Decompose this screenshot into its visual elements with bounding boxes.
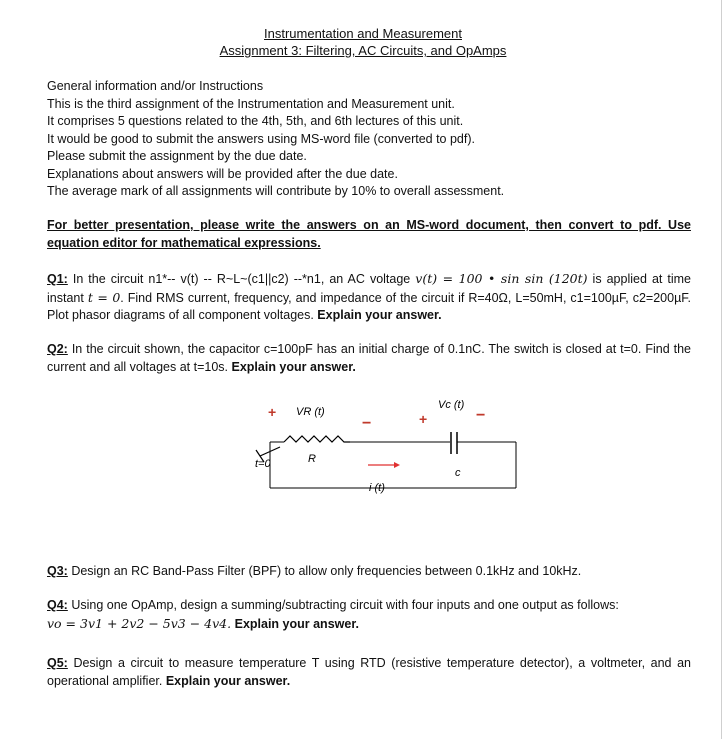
vr-plus-sign: + <box>268 404 277 420</box>
q1-time-equation: t = 0 <box>87 289 121 305</box>
instructions-block <box>47 78 504 201</box>
q1-text-c: . Find RMS current, frequency, and impedance of the circuit if R=40Ω, L=50mH, c1=100µF, c2=200µF. Plot phasor diagrams of all component voltages. <box>47 290 691 322</box>
q5-text: Design a circuit to measure temperature T using RTD (resistive temperature detector), a voltmeter, and an operational amplifier. <box>47 656 691 688</box>
explain-text: Explain your answer. <box>231 359 356 374</box>
doc-subtitle: Assignment 3: Filtering, AC Circuits, and OpAmps <box>219 43 507 58</box>
info-line: Explanations about answers will be provided after the due date. <box>47 166 398 181</box>
info-line: This is the third assignment of the Instrumentation and Measurement unit. <box>47 96 455 111</box>
explain-text: Explain your answer. <box>317 308 442 322</box>
question-label: Q3: <box>47 564 68 578</box>
current-label: i (t) <box>369 482 385 494</box>
rc-circuit-diagram <box>250 392 540 522</box>
question-label: Q1: <box>47 272 68 286</box>
q1-text-a: In the circuit n1*-- v(t) -- R~L~(c1||c2) --*n1, an AC voltage <box>67 272 416 286</box>
q4-text: Using one OpAmp, design a summing/subtracting circuit with four inputs and one output as follows: <box>67 598 619 612</box>
question-2 <box>47 341 691 376</box>
capacitor-label: c <box>455 467 461 479</box>
question-label: Q2: <box>47 342 68 356</box>
question-4 <box>47 597 691 633</box>
vc-label: Vc (t) <box>438 399 465 411</box>
resistor-label: R <box>308 453 316 465</box>
presentation-note: For better presentation, please write the answers on an MS-word document, then convert to pdf. Use equation editor for mathematical expressions. <box>47 218 691 250</box>
question-label: Q5: <box>47 656 68 670</box>
question-1 <box>47 270 691 325</box>
resistor-icon <box>284 436 350 442</box>
q1-voltage-equation: v(t) = 100 • sin sin (120t) <box>415 271 588 286</box>
info-line: The average mark of all assignments will contribute by 10% to overall assessment. <box>47 184 505 198</box>
switch-label: t=0 <box>255 458 271 470</box>
page-edge <box>721 0 722 739</box>
q4-equation: vo = 3v1 + 2v2 − 5v3 − 4v4. <box>47 615 232 631</box>
vc-plus-sign: + <box>419 411 428 427</box>
q2-text: In the circuit shown, the capacitor c=100pF has an initial charge of 0.1nC. The switch is closed at t=0. Find the current and all voltages at t=10s. <box>47 342 691 374</box>
question-label: Q4: <box>47 598 68 612</box>
info-line: Please submit the assignment by the due date. <box>47 149 307 163</box>
info-line: It comprises 5 questions related to the 4th, 5th, and 6th lectures of this unit. <box>47 114 464 128</box>
question-3 <box>47 563 691 581</box>
info-line: It would be good to submit the answers using MS-word file (converted to pdf). <box>47 131 475 146</box>
info-line: General information and/or Instructions <box>47 79 264 93</box>
explain-text: Explain your answer. <box>234 616 359 631</box>
vr-minus-sign: − <box>362 415 372 432</box>
q3-text: Design an RC Band-Pass Filter (BPF) to allow only frequencies between 0.1kHz and 10kHz. <box>67 564 582 578</box>
question-5 <box>47 655 691 690</box>
explain-text: Explain your answer. <box>165 673 291 688</box>
vr-label: VR (t) <box>296 406 325 418</box>
vc-minus-sign: − <box>476 407 486 424</box>
doc-title: Instrumentation and Measurement <box>264 26 462 41</box>
q1-text-b: is applied at time instant <box>47 272 691 305</box>
